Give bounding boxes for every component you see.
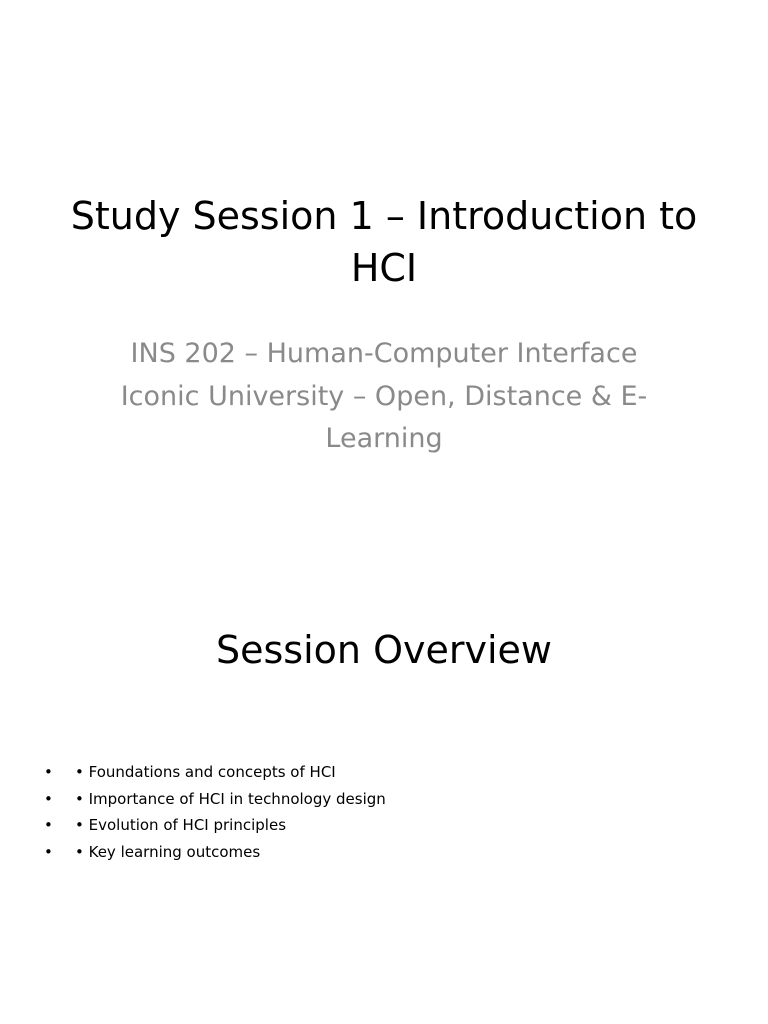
bullet-marker: • — [44, 789, 53, 808]
list-item-text: • Importance of HCI in technology design — [75, 789, 386, 808]
list-item — [44, 812, 386, 839]
slide-title-heading: Study Session 1 – Introduction to HCI — [70, 194, 698, 290]
list-item — [44, 759, 386, 786]
slide-subtitle — [80, 332, 688, 460]
list-item — [44, 839, 386, 866]
overview-heading: Session Overview — [216, 628, 552, 672]
bullet-marker: • — [44, 763, 53, 781]
bullet-marker: • — [44, 816, 53, 834]
institution-line: Iconic University – Open, Distance & E-Learning — [120, 381, 648, 454]
slide-overview — [0, 512, 768, 1024]
list-item-text: • Key learning outcomes — [75, 842, 261, 861]
list-item — [44, 786, 386, 813]
list-item-text: • Foundations and concepts of HCI — [75, 763, 336, 781]
bullet-marker: • — [44, 842, 53, 861]
list-item-text: • Evolution of HCI principles — [75, 816, 287, 834]
overview-bullet-list — [44, 759, 386, 865]
course-code-line: INS 202 – Human-Computer Interface — [130, 338, 638, 369]
